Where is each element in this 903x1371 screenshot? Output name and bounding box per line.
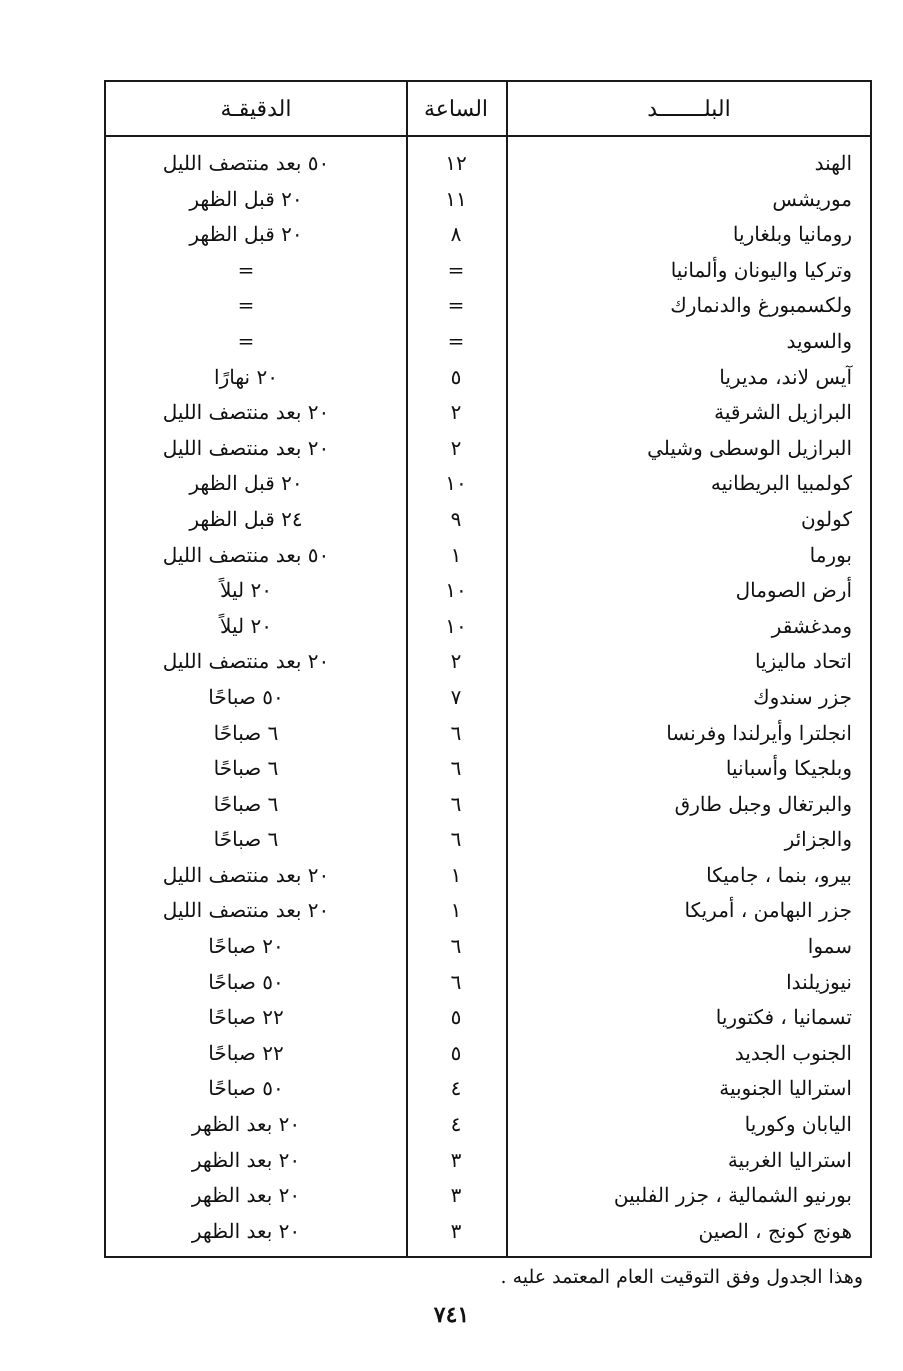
cell-hour: = (447, 257, 465, 282)
cell-minute: ٢٠ قبل الظهر (189, 471, 303, 496)
table-row (106, 217, 870, 253)
header-divider (106, 135, 870, 137)
cell-country: والبرتغال وجبل طارق (674, 791, 852, 816)
cell-minute: ٦ صباحًا (213, 791, 279, 816)
table-row (106, 858, 870, 894)
cell-hour: ٦ (450, 720, 462, 745)
cell-country: البرازيل الوسطى وشيلي (647, 435, 852, 460)
cell-country: الهند (814, 151, 852, 175)
table-row (106, 787, 870, 823)
cell-country: الجنوب الجديد (734, 1040, 852, 1065)
cell-country: والسويد (786, 328, 852, 353)
cell-minute: ٥٠ صباحًا (208, 969, 284, 994)
cell-country: كولون (801, 506, 852, 531)
cell-hour: ١ (450, 542, 462, 567)
cell-hour: ٦ (450, 969, 462, 994)
table-row (106, 965, 870, 1001)
cell-minute: ٢٠ نهارًا (214, 364, 278, 389)
footnote: وهذا الجدول وفق التوقيت العام المعتمد عليه . (500, 1266, 863, 1288)
cell-country: تسمانيا ، فكتوريا (715, 1005, 852, 1030)
cell-hour: ١٠ (445, 578, 467, 603)
cell-hour: ٣ (450, 1147, 462, 1172)
cell-minute: ٢٤ قبل الظهر (189, 506, 303, 531)
table-row (106, 751, 870, 787)
cell-hour: ١ (450, 862, 462, 887)
cell-minute: ٢٠ ليلاً (220, 613, 272, 638)
cell-minute: ٢٠ بعد منتصف الليل (162, 898, 330, 923)
cell-minute: ٢٠ بعد الظهر (191, 1183, 301, 1208)
cell-hour: ١١ (445, 186, 467, 211)
cell-minute: ٢٠ بعد منتصف الليل (162, 400, 330, 425)
cell-minute: ٦ صباحًا (213, 756, 279, 781)
cell-minute: ٥٠ بعد منتصف الليل (162, 542, 330, 567)
cell-hour: = (447, 328, 465, 353)
cell-minute: = (237, 257, 255, 282)
table-row (106, 573, 870, 609)
cell-country: بيرو، بنما ، جاميكا (706, 862, 852, 887)
table-row (106, 1178, 870, 1214)
header-country: البلـــــــد (647, 97, 731, 122)
cell-hour: ٥ (450, 1040, 462, 1065)
cell-hour: ٢ (450, 649, 462, 674)
cell-hour: ٢ (450, 435, 462, 460)
table-row (106, 1214, 870, 1250)
cell-country: بورنيو الشمالية ، جزر الفلبين (613, 1183, 852, 1208)
cell-minute: ٢٢ صباحًا (208, 1005, 284, 1030)
cell-hour: ٦ (450, 827, 462, 852)
header-hour: الساعة (423, 97, 489, 122)
cell-minute: ٥٠ صباحًا (208, 1076, 284, 1101)
cell-hour: ١ (450, 898, 462, 923)
cell-hour: ١٠ (445, 613, 467, 638)
cell-hour: ٣ (450, 1218, 462, 1243)
cell-country: كولمبيا البريطانيه (710, 471, 852, 496)
table-row (106, 360, 870, 396)
table-row (106, 253, 870, 289)
table-row (106, 502, 870, 538)
table-row (106, 466, 870, 502)
table-row (106, 1000, 870, 1036)
cell-hour: ١٠ (445, 471, 467, 496)
table-row (106, 680, 870, 716)
cell-minute: ٥٠ صباحًا (208, 684, 284, 709)
table-row (106, 822, 870, 858)
header-minute: الدقيقـة (220, 97, 292, 122)
cell-country: سموا (807, 934, 852, 959)
cell-minute: ٢٢ صباحًا (208, 1040, 284, 1065)
cell-country: موريشس (772, 186, 852, 211)
table-row (106, 1036, 870, 1072)
cell-minute: ٢٠ بعد منتصف الليل (162, 435, 330, 460)
cell-hour: ٤ (450, 1112, 462, 1137)
cell-country: انجلترا وأيرلندا وفرنسا (666, 720, 852, 745)
cell-country: ولكسمبورغ والدنمارك (670, 293, 852, 318)
cell-hour: ٦ (450, 756, 462, 781)
table-row (106, 1107, 870, 1143)
table-row (106, 324, 870, 360)
table-row (106, 395, 870, 431)
cell-country: البرازيل الشرقية (714, 400, 852, 425)
cell-minute: ٢٠ قبل الظهر (189, 222, 303, 247)
cell-minute: ٢٠ بعد الظهر (191, 1147, 301, 1172)
cell-hour: ٥ (450, 1005, 462, 1030)
table-row (106, 893, 870, 929)
cell-country: والجزائر (784, 827, 852, 852)
cell-hour: ٢ (450, 400, 462, 425)
table-row (106, 538, 870, 574)
cell-hour: ٣ (450, 1183, 462, 1208)
table-row (106, 609, 870, 645)
table-body (106, 146, 870, 1249)
cell-hour: ٤ (450, 1076, 462, 1101)
cell-minute: ٢٠ بعد الظهر (191, 1218, 301, 1243)
cell-country: ومدغشقر (771, 613, 852, 638)
cell-country: استراليا الجنوبية (719, 1076, 852, 1101)
cell-minute: ٢٠ ليلاً (220, 578, 272, 603)
cell-country: جزر البهامن ، أمريكا (684, 898, 852, 923)
cell-country: أرض الصومال (735, 578, 852, 603)
cell-hour: ٦ (450, 934, 462, 959)
table-row (106, 1071, 870, 1107)
table-row (106, 929, 870, 965)
cell-minute: ٢٠ بعد منتصف الليل (162, 649, 330, 674)
table-row (106, 1143, 870, 1179)
cell-country: وتركيا واليونان وألمانيا (670, 257, 852, 282)
cell-hour: ٨ (450, 222, 462, 247)
cell-country: بورما (809, 542, 852, 567)
cell-minute: ٢٠ بعد الظهر (191, 1112, 301, 1137)
cell-hour: = (447, 293, 465, 318)
cell-country: استراليا الغربية (727, 1147, 852, 1172)
cell-minute: ٥٠ بعد منتصف الليل (162, 151, 330, 175)
table-row (106, 644, 870, 680)
cell-country: اتحاد ماليزيا (754, 649, 852, 674)
time-table (104, 80, 872, 1258)
table-row (106, 431, 870, 467)
cell-country: رومانيا وبلغاريا (732, 222, 852, 247)
cell-minute: ٢٠ قبل الظهر (189, 186, 303, 211)
cell-country: نيوزيلندا (786, 969, 852, 994)
cell-country: آيس لاند، مديريا (719, 364, 852, 389)
cell-minute: ٦ صباحًا (213, 827, 279, 852)
cell-minute: = (237, 328, 255, 353)
table-row (106, 288, 870, 324)
cell-hour: ٧ (450, 684, 462, 709)
page-number: ٧٤١ (433, 1302, 470, 1328)
cell-country: اليابان وكوريا (744, 1112, 852, 1137)
cell-hour: ١٢ (445, 151, 467, 175)
cell-minute: ٢٠ بعد منتصف الليل (162, 862, 330, 887)
table-row (106, 182, 870, 218)
cell-minute: = (237, 293, 255, 318)
cell-country: جزر سندوك (753, 684, 852, 709)
cell-country: وبلجيكا وأسبانيا (725, 756, 852, 781)
table-row (106, 146, 870, 182)
cell-minute: ٦ صباحًا (213, 720, 279, 745)
table-row (106, 716, 870, 752)
cell-country: هونج كونج ، الصين (698, 1218, 852, 1243)
cell-hour: ٦ (450, 791, 462, 816)
cell-hour: ٩ (450, 506, 462, 531)
cell-minute: ٢٠ صباحًا (208, 934, 284, 959)
cell-hour: ٥ (450, 364, 462, 389)
